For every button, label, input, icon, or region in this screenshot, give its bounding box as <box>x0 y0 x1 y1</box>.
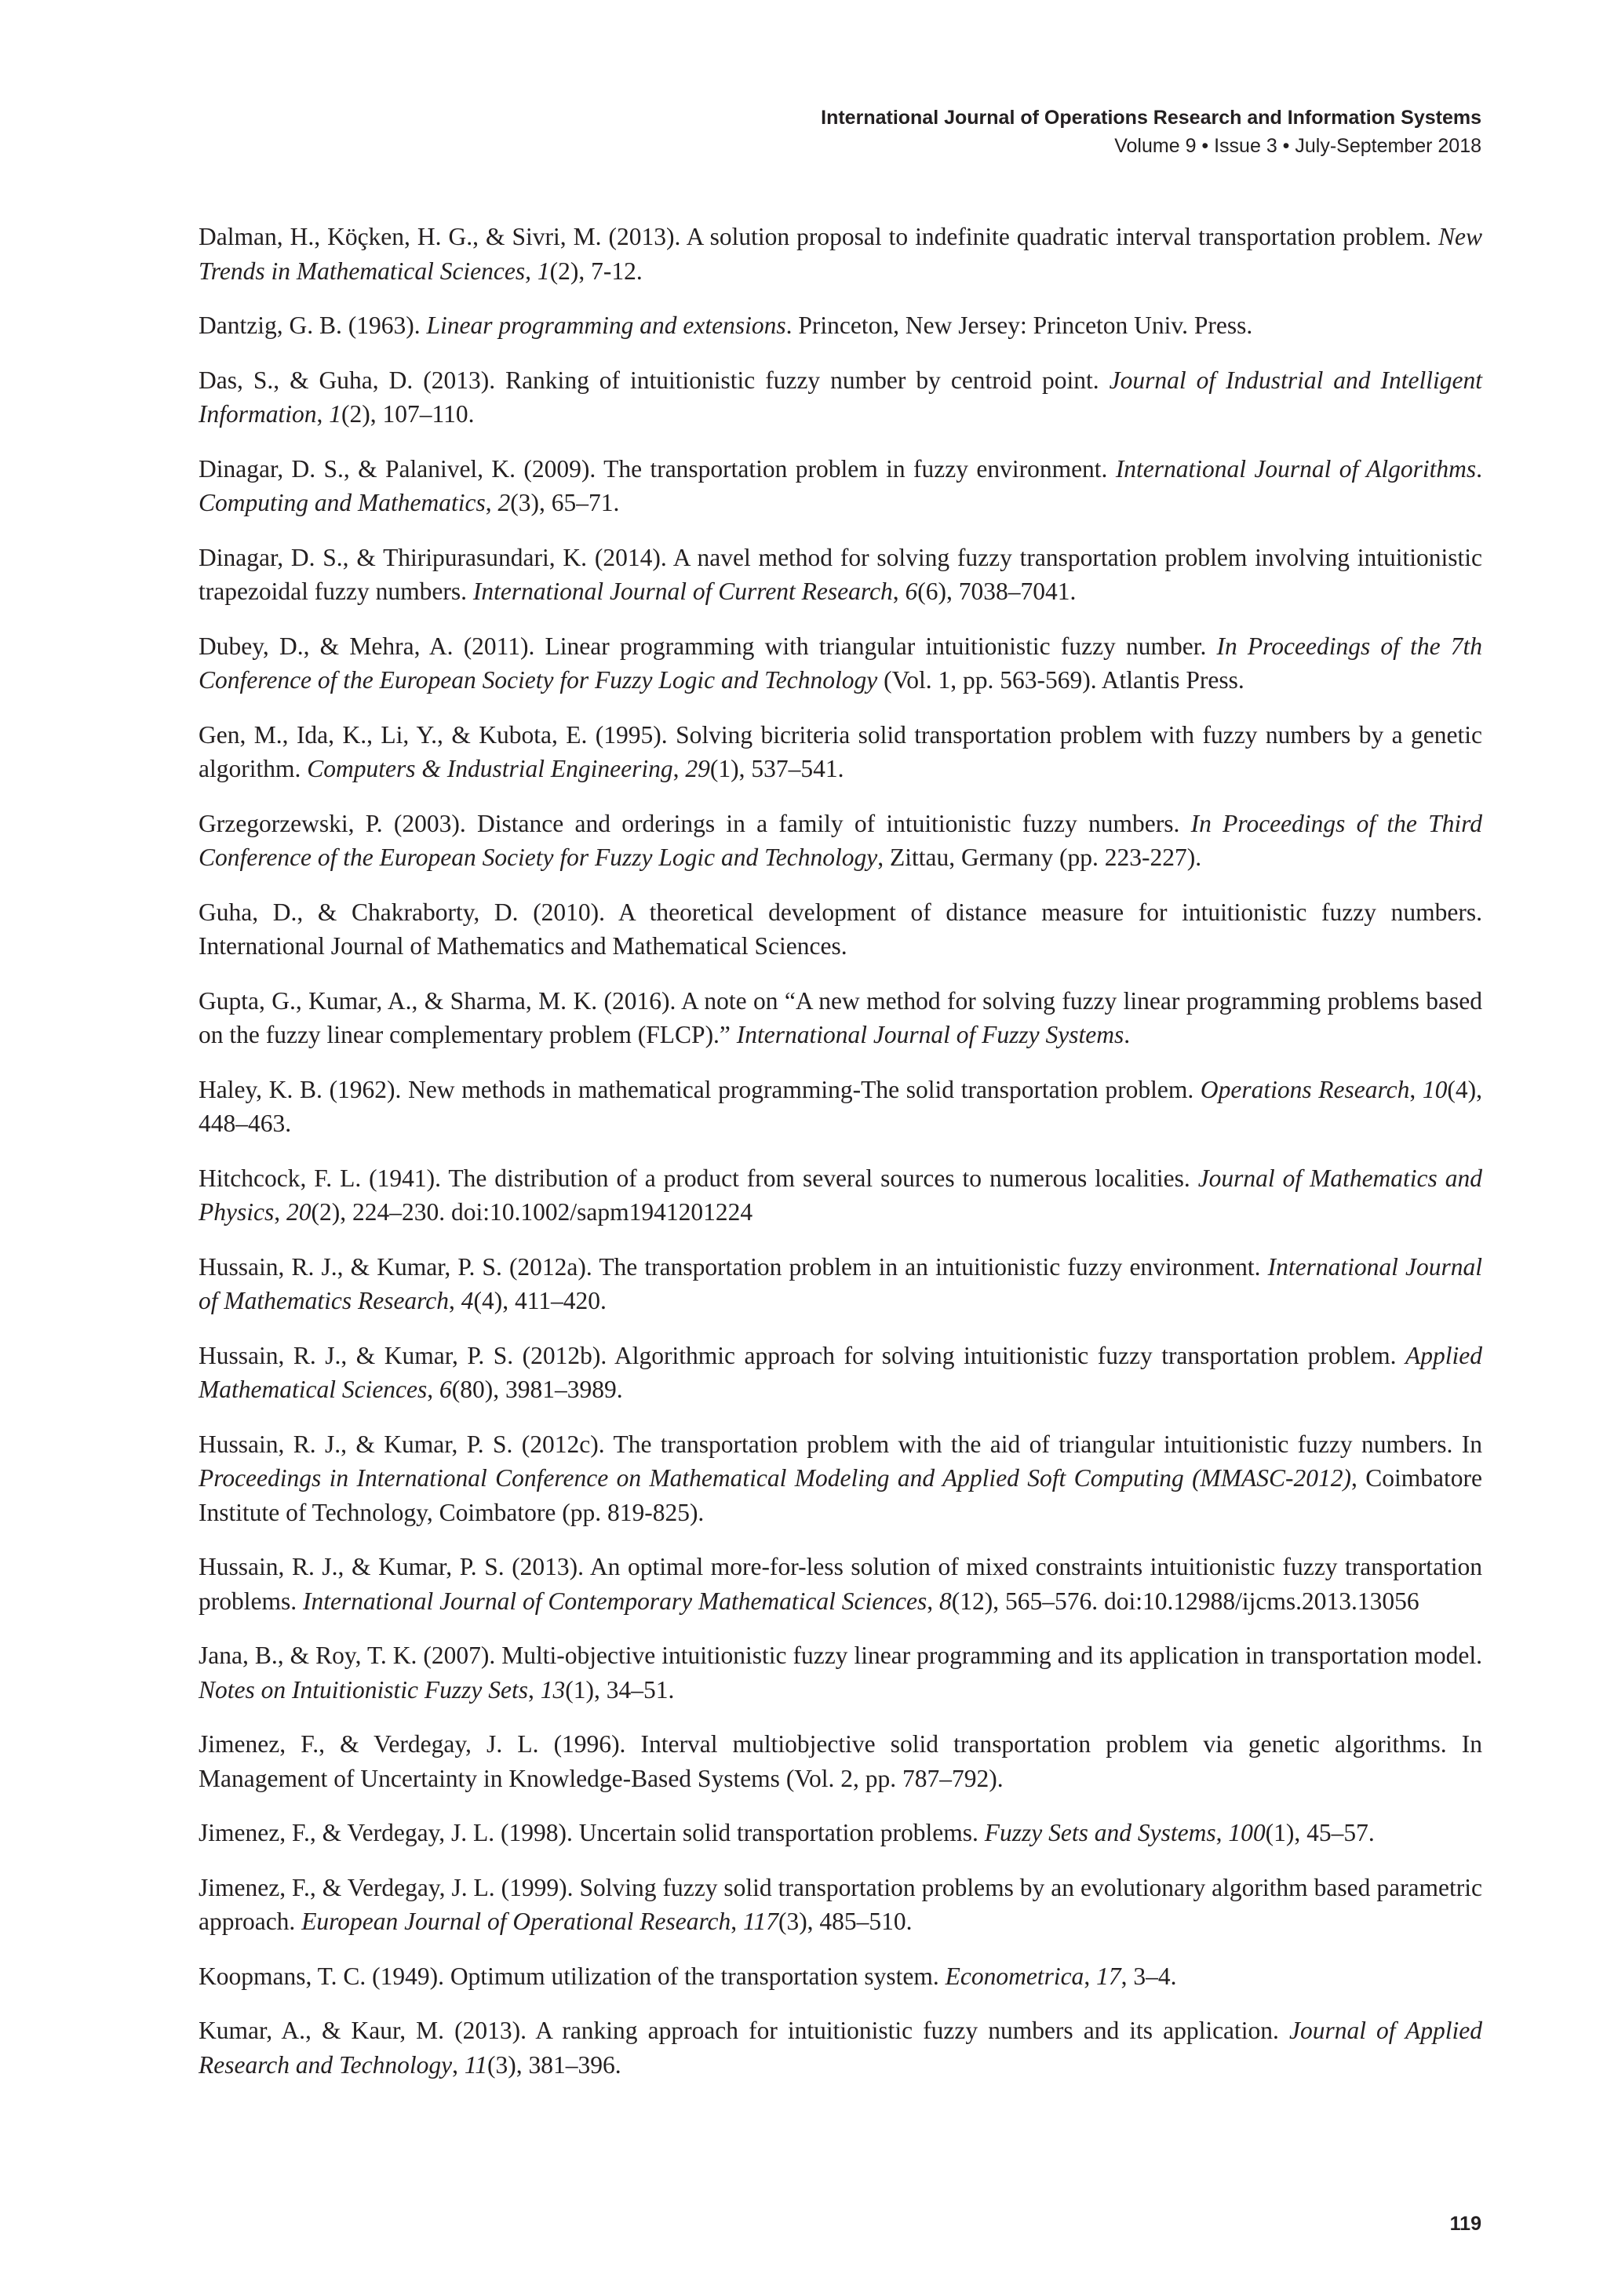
reference-italic-segment: Computing and Mathematics <box>199 489 486 516</box>
reference-italic-segment: In Proceedings of the Third Conference of the European Society for Fuzzy Logic and Technology <box>199 809 1482 871</box>
reference-segment: Das, S., & Guha, D. (2013). Ranking of intuitionistic fuzzy number by centroid point. <box>199 366 1110 394</box>
reference-italic-segment: 10 <box>1422 1075 1448 1103</box>
reference-italic-segment: In Proceedings of the 7th Conference of the European Society for Fuzzy Logic and Technology <box>199 632 1483 694</box>
reference-entry <box>199 1727 1482 1795</box>
reference-italic-segment: International Journal of Mathematics Research <box>199 1252 1482 1314</box>
reference-segment: , Coimbatore Institute of Technology, Coimbatore (pp. 819-825). <box>199 1464 1483 1526</box>
reference-segment: (3), 65–71. <box>510 489 620 516</box>
reference-segment: , 3–4. <box>1121 1962 1177 1990</box>
reference-segment: , <box>452 2050 465 2079</box>
reference-segment: . Princeton, New Jersey: Princeton Univ. Press. <box>785 312 1253 339</box>
reference-segment: (1), 537–541. <box>709 755 844 782</box>
reference-italic-segment: 13 <box>540 1675 566 1704</box>
reference-italic-segment: 6 <box>439 1376 452 1403</box>
reference-segment: (1), 45–57. <box>1265 1819 1375 1846</box>
reference-segment: (2), 7-12. <box>549 257 643 285</box>
reference-italic-segment: 20 <box>286 1198 312 1226</box>
reference-segment: Jimenez, F., & Verdegay, J. L. (1996). Interval multiobjective solid transportation problem via genetic algorithms. In Management of Uncertainty in Knowledge-Based Systems (Vol. 2, pp. 787–792). <box>199 1730 1482 1792</box>
reference-entry <box>199 308 1482 343</box>
reference-entry <box>199 1550 1482 1618</box>
reference-italic-segment: 4 <box>461 1287 474 1314</box>
reference-segment: , <box>927 1587 939 1615</box>
reference-segment: Haley, K. B. (1962). New methods in mathematical programming-The solid transportation problem. <box>199 1075 1201 1103</box>
reference-italic-segment: 1 <box>329 400 342 428</box>
reference-segment: Gen, M., Ida, K., Li, Y., & Kubota, E. (1995). Solving bicriteria solid transportation problem with fuzzy numbers by a genetic algorithm. <box>199 720 1482 782</box>
reference-segment: Jimenez, F., & Verdegay, J. L. (1999). Solving fuzzy solid transportation problems by an evolutionary algorithm based parametric approach. <box>199 1873 1482 1935</box>
reference-segment: Dantzig, G. B. (1963). <box>199 312 427 339</box>
reference-entry <box>199 718 1482 786</box>
reference-entry <box>199 452 1482 520</box>
reference-segment: (Vol. 1, pp. 563-569). Atlantis Press. <box>877 666 1244 694</box>
reference-segment: Guha, D., & Chakraborty, D. (2010). A theoretical development of distance measure for intuitionistic fuzzy numbers. International Journal of Mathematics and Mathematical Sciences. <box>199 898 1482 960</box>
reference-entry <box>199 363 1482 432</box>
reference-entry <box>199 1427 1482 1530</box>
reference-segment: Kumar, A., & Kaur, M. (2013). A ranking approach for intuitionistic fuzzy numbers and its application. <box>199 2017 1289 2044</box>
reference-entry <box>199 629 1482 698</box>
reference-entry <box>199 1250 1482 1318</box>
reference-segment: (12), 565–576. doi:10.12988/ijcms.2013.13056 <box>951 1587 1419 1615</box>
page-number: 119 <box>1449 2213 1481 2235</box>
reference-segment: (2), 224–230. doi:10.1002/sapm1941201224 <box>311 1198 753 1226</box>
running-header <box>821 104 1481 160</box>
reference-segment: , <box>527 1675 541 1704</box>
reference-segment: (3), 381–396. <box>487 2050 621 2079</box>
reference-segment: Hussain, R. J., & Kumar, P. S. (2012c). The transportation problem with the aid of triangular intuitionistic fuzzy numbers. In <box>199 1430 1482 1458</box>
reference-segment: , <box>427 1376 440 1403</box>
reference-italic-segment: Operations Research <box>1200 1075 1410 1103</box>
reference-italic-segment: Computers & Industrial Engineering <box>307 755 673 782</box>
reference-entry <box>199 2014 1482 2082</box>
reference-segment: . <box>1124 1021 1131 1048</box>
reference-segment: (4), 411–420. <box>473 1287 607 1314</box>
reference-segment: , <box>892 578 906 605</box>
reference-entry <box>199 1161 1482 1230</box>
reference-segment: , <box>449 1287 461 1314</box>
reference-italic-segment: Applied Mathematical Sciences <box>199 1341 1482 1403</box>
reference-italic-segment: Notes on Intuitionistic Fuzzy Sets <box>199 1675 528 1704</box>
reference-segment: (1), 34–51. <box>565 1675 675 1704</box>
reference-italic-segment: Proceedings in International Conference on Mathematical Modeling and Applied Soft Computing (MMASC-2012) <box>199 1464 1352 1492</box>
reference-italic-segment: 11 <box>464 2050 488 2079</box>
reference-italic-segment: 8 <box>938 1587 952 1615</box>
reference-italic-segment: International Journal of Contemporary Mathematical Sciences <box>302 1587 927 1615</box>
reference-segment: Koopmans, T. C. (1949). Optimum utilization of the transportation system. <box>199 1962 946 1990</box>
reference-italic-segment: International Journal of Fuzzy Systems <box>736 1021 1124 1048</box>
issue-info: Volume 9 • Issue 3 • July-September 2018 <box>1114 135 1481 157</box>
reference-italic-segment: Linear programming and extensions <box>426 312 786 339</box>
reference-segment: Dinagar, D. S., & Thiripurasundari, K. (2014). A navel method for solving fuzzy transportation problem involving intuitionistic trapezoidal fuzzy numbers. <box>199 543 1482 605</box>
reference-segment: , <box>1084 1962 1097 1990</box>
reference-segment: Hitchcock, F. L. (1941). The distribution of a product from several sources to numerous localities. <box>199 1164 1198 1192</box>
reference-segment: Dinagar, D. S., & Palanivel, K. (2009). The transportation problem in fuzzy environment. <box>199 454 1116 483</box>
reference-segment: . <box>1476 454 1482 483</box>
reference-list <box>199 220 1482 2102</box>
reference-italic-segment: Journal of Mathematics and Physics <box>199 1164 1482 1226</box>
reference-italic-segment: New Trends in Mathematical Sciences, 1 <box>199 223 1482 285</box>
reference-segment: , <box>731 1908 744 1935</box>
reference-entry <box>199 1638 1482 1707</box>
reference-italic-segment: 2 <box>497 489 511 516</box>
reference-italic-segment: 6 <box>905 578 918 605</box>
reference-segment: Dalman, H., Köçken, H. G., & Sivri, M. (2013). A solution proposal to indefinite quadratic interval transportation problem. <box>199 223 1438 250</box>
reference-italic-segment: 29 <box>685 755 710 782</box>
reference-segment: Grzegorzewski, P. (2003). Distance and orderings in a family of intuitionistic fuzzy numbers. <box>199 809 1191 837</box>
reference-entry <box>199 1339 1482 1407</box>
reference-entry <box>199 807 1482 875</box>
reference-segment: Dubey, D., & Mehra, A. (2011). Linear programming with triangular intuitionistic fuzzy number. <box>199 632 1217 660</box>
reference-segment: , <box>1409 1075 1423 1103</box>
reference-italic-segment: Journal of Industrial and Intelligent Information <box>199 366 1482 428</box>
journal-title: International Journal of Operations Research and Information Systems <box>821 107 1481 129</box>
reference-entry <box>199 895 1482 964</box>
reference-segment: , Zittau, Germany (pp. 223-227). <box>877 844 1202 871</box>
reference-segment: Gupta, G., Kumar, A., & Sharma, M. K. (2016). A note on “A new method for solving fuzzy linear programming problems based on the fuzzy linear complementary problem (FLCP).” <box>199 986 1482 1048</box>
reference-italic-segment: European Journal of Operational Research <box>301 1908 731 1935</box>
reference-segment: (4), 448–463. <box>199 1075 1483 1137</box>
reference-segment: Jana, B., & Roy, T. K. (2007). Multi-objective intuitionistic fuzzy linear programming and its application in transportation model. <box>199 1642 1482 1669</box>
reference-entry <box>199 1871 1482 1939</box>
reference-segment: Hussain, R. J., & Kumar, P. S. (2013). An optimal more-for-less solution of mixed constraints intuitionistic fuzzy transportation problems. <box>199 1553 1482 1615</box>
reference-italic-segment: 100 <box>1228 1819 1266 1846</box>
reference-segment: (80), 3981–3989. <box>451 1376 623 1403</box>
reference-italic-segment: International Journal of Current Research <box>472 578 893 605</box>
reference-italic-segment: 17 <box>1096 1962 1121 1990</box>
reference-italic-segment: Econometrica <box>945 1962 1084 1990</box>
reference-segment: , <box>316 400 330 428</box>
reference-italic-segment: International Journal of Algorithms <box>1115 454 1477 483</box>
reference-italic-segment: 117 <box>743 1908 778 1935</box>
reference-segment: (2), 107–110. <box>341 400 475 428</box>
reference-entry <box>199 1073 1482 1141</box>
reference-segment: (3), 485–510. <box>778 1908 913 1935</box>
reference-segment: , <box>672 755 686 782</box>
reference-segment: Hussain, R. J., & Kumar, P. S. (2012b). Algorithmic approach for solving intuitionistic fuzzy transportation problem. <box>199 1341 1406 1369</box>
reference-entry <box>199 984 1482 1052</box>
reference-italic-segment: Fuzzy Sets and Systems <box>984 1819 1216 1846</box>
reference-entry <box>199 1959 1482 1994</box>
reference-italic-segment: Journal of Applied Research and Technology <box>199 2017 1482 2079</box>
reference-entry <box>199 220 1482 288</box>
reference-segment: (6), 7038–7041. <box>917 578 1077 605</box>
reference-entry <box>199 541 1482 609</box>
reference-segment: , <box>274 1198 286 1226</box>
reference-segment: , <box>1215 1819 1229 1846</box>
reference-segment: Hussain, R. J., & Kumar, P. S. (2012a). The transportation problem in an intuitionistic fuzzy environment. <box>199 1252 1268 1281</box>
reference-entry <box>199 1816 1482 1850</box>
reference-segment: , <box>485 489 498 516</box>
reference-segment: Jimenez, F., & Verdegay, J. L. (1998). Uncertain solid transportation problems. <box>199 1819 985 1846</box>
